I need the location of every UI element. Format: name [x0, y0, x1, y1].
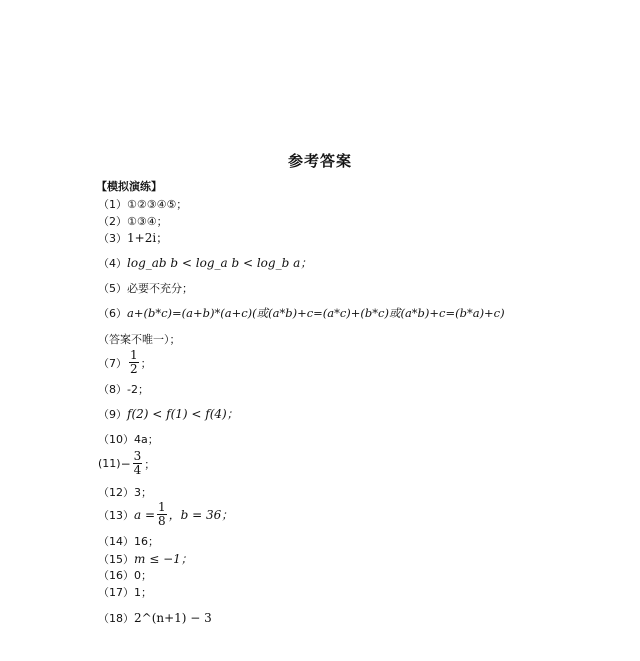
answer-text: 1；: [134, 586, 152, 599]
answer-text: -2；: [127, 383, 149, 396]
answer-number: （1）: [98, 198, 127, 211]
answer-number: （14）: [98, 535, 134, 548]
answer-math: 2^(n+1) − 3: [134, 611, 212, 625]
answer-1: [98, 196, 187, 212]
fraction: [157, 501, 167, 528]
answer-number: （3）: [98, 231, 127, 245]
answer-text: ①②③④⑤；: [127, 198, 188, 211]
fraction-denominator: 8: [158, 514, 166, 528]
page-title: 参考答案: [287, 152, 352, 170]
section-heading: 【模拟演练】: [96, 180, 162, 193]
answer-math: a+(b*c)=(a+b)*(a+c)(或(a*b)+c=(a*c)+(b*c)或(a*b)+c=(b*a)+c): [127, 306, 505, 320]
answer-number: （10）: [98, 433, 134, 446]
answer-14: [98, 533, 159, 549]
answer-16: [98, 567, 152, 583]
answer-number: （4）: [98, 256, 127, 270]
answer-11: [98, 450, 155, 477]
answer-tail: ；: [140, 356, 152, 370]
fraction-denominator: 2: [130, 362, 138, 376]
answer-18: [98, 610, 212, 626]
answer-5: [98, 280, 193, 296]
fraction: [133, 450, 143, 477]
answer-number: (11): [98, 457, 121, 470]
answer-text: 3；: [134, 486, 152, 499]
answer-13: [98, 501, 233, 528]
answer-tail: ；: [144, 457, 156, 471]
answer-number: （9）: [98, 407, 127, 421]
answer-number: （13）: [98, 508, 134, 522]
answer-number: （5）: [98, 282, 127, 295]
answer-math: 1+2i；: [127, 231, 169, 245]
answer-number: （8）: [98, 383, 127, 396]
answer-text: 4a；: [134, 433, 159, 446]
fraction-numerator: 1: [158, 500, 166, 514]
answer-number: （2）: [98, 215, 127, 228]
answer-number: （15）: [98, 552, 134, 566]
answer-number: （18）: [98, 612, 134, 625]
answer-note: （答案不唯一）；: [98, 333, 181, 346]
fraction: [129, 349, 139, 376]
answer-number: （12）: [98, 486, 134, 499]
answer-number: （16）: [98, 569, 134, 582]
answer-12: [98, 484, 152, 500]
answer-sign: −: [120, 456, 131, 471]
answer-10: [98, 431, 159, 447]
answer-7: [98, 349, 152, 376]
answer-math: f(2) < f(1) < f(4)；: [127, 407, 239, 421]
answer-9: [98, 405, 239, 422]
answer-math: m ≤ −1；: [134, 552, 193, 566]
answer-15: [98, 550, 193, 567]
fraction-numerator: 3: [133, 449, 142, 463]
answer-6-note: [98, 331, 181, 347]
answer-text: ①③④；: [127, 215, 168, 228]
fraction-numerator: 1: [130, 348, 138, 362]
answer-17: [98, 584, 152, 600]
answer-math-post: ，b = 36；: [168, 508, 234, 522]
answer-math: log_ab b < log_a b < log_b a；: [127, 256, 313, 270]
answer-math-pre: a =: [134, 507, 156, 522]
answer-6: [98, 305, 505, 321]
answer-text: 16；: [134, 535, 159, 548]
answer-number: （6）: [98, 307, 127, 320]
answer-number: （7）: [98, 356, 127, 370]
answer-8: [98, 381, 149, 397]
answer-text: 0；: [134, 569, 152, 582]
fraction-denominator: 4: [133, 463, 142, 477]
answer-number: （17）: [98, 586, 134, 599]
answer-3: [98, 229, 168, 246]
answer-text: 必要不充分；: [127, 282, 193, 295]
answer-4: [98, 254, 312, 271]
answer-2: [98, 213, 168, 229]
